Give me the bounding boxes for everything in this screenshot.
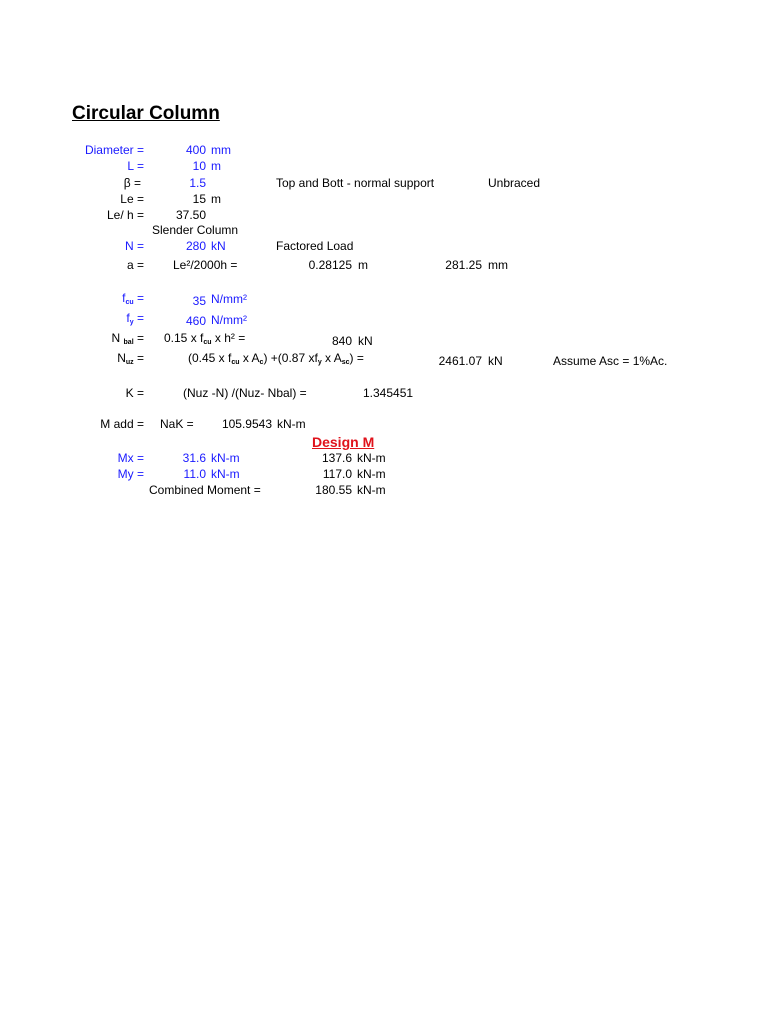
a-value: 0.28125 bbox=[308, 258, 352, 272]
nbal-unit: kN bbox=[358, 334, 373, 348]
madd-label: M add = bbox=[100, 417, 144, 431]
beta-label: β = bbox=[123, 176, 141, 190]
my-unit: kN-m bbox=[211, 467, 240, 481]
le-label: Le = bbox=[120, 192, 144, 206]
diameter-label: Diameter = bbox=[84, 143, 144, 157]
diameter-value[interactable]: 400 bbox=[185, 143, 206, 157]
bracing-note: Unbraced bbox=[488, 176, 541, 190]
mx-design-unit: kN-m bbox=[357, 451, 386, 465]
mx-unit: kN-m bbox=[211, 451, 240, 465]
n-label: N = bbox=[124, 239, 144, 253]
a-value-mm: 281.25 bbox=[445, 258, 482, 272]
fcu-unit: N/mm² bbox=[211, 292, 247, 306]
beta-value[interactable]: 1.5 bbox=[189, 176, 206, 190]
fy-value[interactable]: 460 bbox=[185, 314, 206, 328]
madd-unit: kN-m bbox=[277, 417, 306, 431]
madd-value: 105.9543 bbox=[221, 417, 272, 431]
nbal-formula: 0.15 x $f_{cu}$ x h² = bbox=[164, 331, 246, 346]
fcu-label: $f_{cu}$ = bbox=[122, 291, 144, 306]
nuz-label: $N_{uz}$ = bbox=[117, 351, 144, 366]
page-title: Circular Column bbox=[72, 103, 220, 124]
nuz-value: 2461.07 bbox=[438, 354, 482, 368]
my-design-value: 117.0 bbox=[322, 467, 352, 481]
my-value[interactable]: 11.0 bbox=[183, 467, 206, 481]
slender-note: Slender Column bbox=[152, 223, 239, 237]
asc-assumption-note: Assume Asc = 1%Ac. bbox=[553, 354, 668, 368]
length-value[interactable]: 10 bbox=[192, 159, 206, 173]
mx-label: Mx = bbox=[117, 451, 144, 465]
le-h-value: 37.50 bbox=[175, 208, 206, 222]
fy-label: $f_y$ = bbox=[126, 311, 144, 326]
k-value: 1.345451 bbox=[363, 386, 414, 400]
design-m-heading: Design M bbox=[312, 434, 375, 450]
combined-moment-value: 180.55 bbox=[315, 483, 352, 497]
factored-load-note: Factored Load bbox=[276, 239, 354, 253]
combined-moment-label: Combined Moment = bbox=[149, 483, 261, 497]
nbal-label: N $_{bal}$ = bbox=[111, 331, 144, 346]
nbal-value: 840 bbox=[331, 334, 352, 348]
n-value[interactable]: 280 bbox=[185, 239, 206, 253]
mx-value[interactable]: 31.6 bbox=[182, 451, 206, 465]
le-h-label: Le/ h = bbox=[106, 208, 144, 222]
nuz-unit: kN bbox=[488, 354, 503, 368]
support-note: Top and Bott - normal support bbox=[276, 176, 435, 190]
n-unit: kN bbox=[211, 239, 226, 253]
k-formula: (Nuz -N) /(Nuz- Nbal) = bbox=[183, 386, 307, 400]
a-label: a = bbox=[126, 258, 144, 272]
le-unit: m bbox=[211, 192, 221, 206]
length-label: L = bbox=[127, 159, 144, 173]
madd-formula: NaK = bbox=[160, 417, 194, 431]
my-design-unit: kN-m bbox=[357, 467, 386, 481]
a-formula: Le²/2000h = bbox=[173, 258, 238, 272]
combined-moment-unit: kN-m bbox=[357, 483, 386, 497]
a-unit: m bbox=[358, 258, 368, 272]
length-unit: m bbox=[211, 159, 221, 173]
le-value: 15 bbox=[192, 192, 206, 206]
k-label: K = bbox=[125, 386, 144, 400]
my-label: My = bbox=[117, 467, 144, 481]
diameter-unit: mm bbox=[211, 143, 231, 157]
mx-design-value: 137.6 bbox=[321, 451, 352, 465]
a-unit-mm: mm bbox=[488, 258, 508, 272]
nuz-formula: (0.45 x $f_{cu}$ x $A_c) +(0.87$ $xf_y$ x $A_{sc}$) = bbox=[188, 351, 364, 366]
fcu-value[interactable]: 35 bbox=[192, 294, 206, 308]
fy-unit: N/mm² bbox=[211, 313, 247, 327]
